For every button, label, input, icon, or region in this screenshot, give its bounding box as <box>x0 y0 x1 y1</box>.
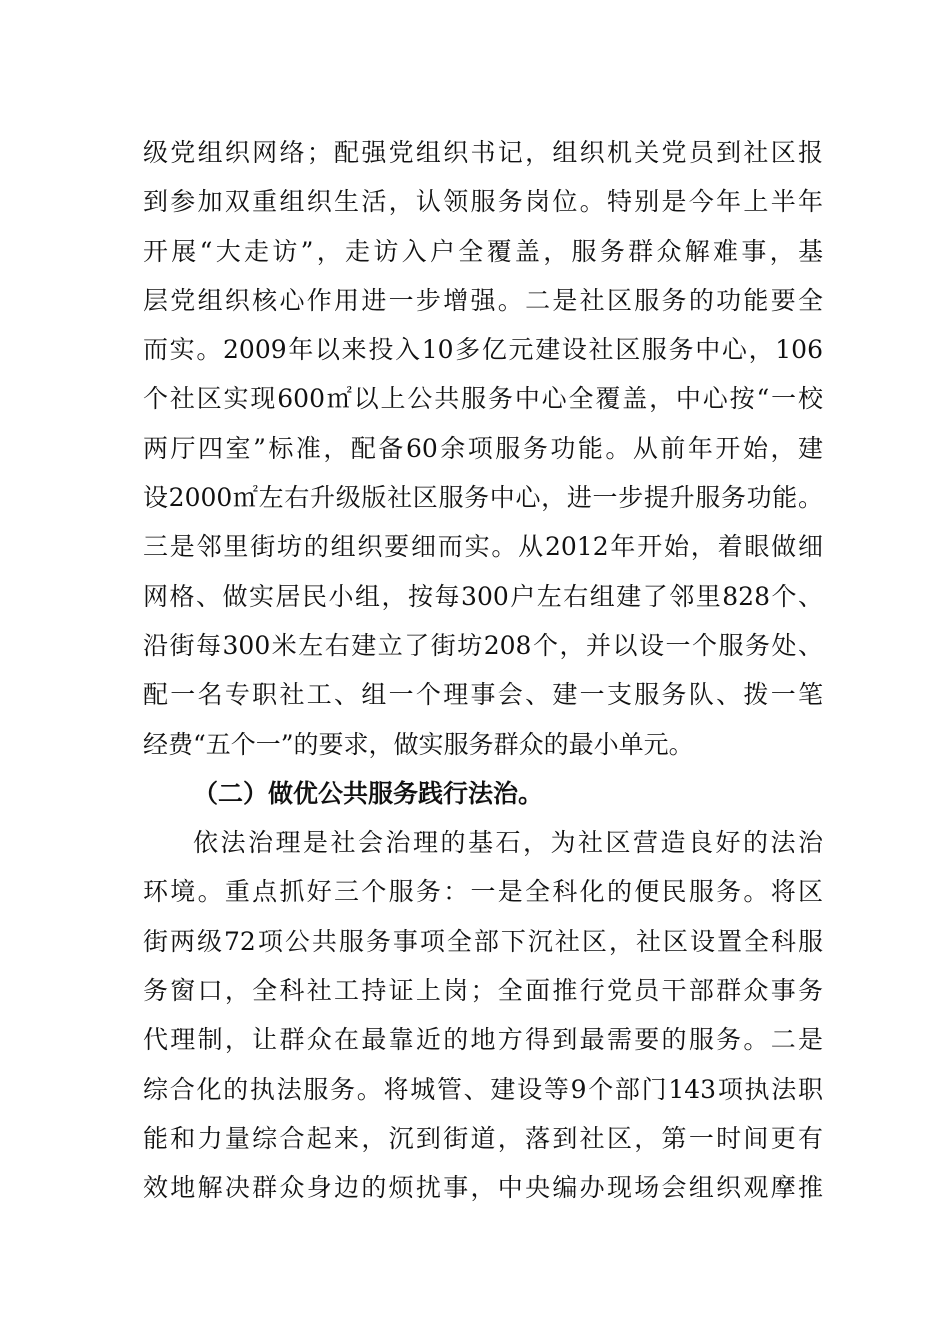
text-line: 经费“五个一”的要求，做实服务群众的最小单元。 <box>143 729 694 759</box>
text-line: 配一名专职社工、组一个理事会、建一支服务队、拨一笔 <box>143 680 823 710</box>
text-line: 代理制，让群众在最靠近的地方得到最需要的服务。二是 <box>143 1025 823 1055</box>
text-line: 而实。2009年以来投入10多亿元建设社区服务中心，106 <box>143 335 823 365</box>
text-line: 沿街每300米左右建立了街坊208个，并以设一个服务处、 <box>143 630 823 660</box>
text-line: 环境。重点抓好三个服务：一是全科化的便民服务。将区 <box>143 877 823 907</box>
body-text <box>143 128 823 1213</box>
text-line: 个社区实现600㎡以上公共服务中心全覆盖，中心按“一校 <box>143 384 823 414</box>
text-line: 依法治理是社会治理的基石，为社区营造良好的法治 <box>193 828 823 858</box>
text-line: 级党组织网络；配强党组织书记，组织机关党员到社区报 <box>143 138 823 167</box>
text-line: 到参加双重组织生活，认领服务岗位。特别是今年上半年 <box>143 187 823 217</box>
text-line: 开展“大走访”，走访入户全覆盖，服务群众解难事，基 <box>143 236 823 266</box>
text-line: 两厅四室”标准，配备60余项服务功能。从前年开始，建 <box>143 433 823 463</box>
text-line: 街两级72项公共服务事项全部下沉社区，社区设置全科服 <box>143 926 823 956</box>
text-line: 能和力量综合起来，沉到街道，落到社区，第一时间更有 <box>143 1123 823 1153</box>
text-line: 层党组织核心作用进一步增强。二是社区服务的功能要全 <box>143 285 823 315</box>
section-heading: （二）做优公共服务践行法治。 <box>193 778 544 808</box>
text-line: 网格、做实居民小组，按每300户左右组建了邻里828个、 <box>143 581 823 611</box>
text-line: 设2000㎡左右升级版社区服务中心，进一步提升服务功能。 <box>143 483 823 513</box>
text-line: 综合化的执法服务。将城管、建设等9个部门143项执法职 <box>143 1074 823 1104</box>
text-line: 效地解决群众身边的烦扰事，中央编办现场会组织观摩推 <box>143 1173 823 1203</box>
text-line: 三是邻里街坊的组织要细而实。从2012年开始，着眼做细 <box>143 532 823 562</box>
text-line: 务窗口，全科社工持证上岗；全面推行党员干部群众事务 <box>143 976 823 1006</box>
